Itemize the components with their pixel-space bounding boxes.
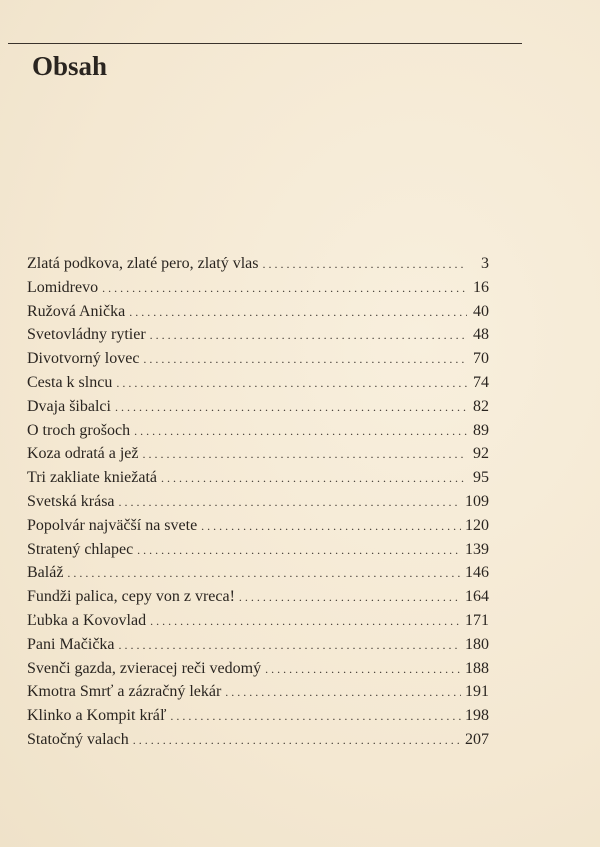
toc-entry-page: 48	[473, 326, 489, 344]
page-title: Obsah	[32, 51, 108, 81]
toc-entry-title: Koza odratá a jež	[27, 445, 139, 463]
toc-entry	[27, 371, 489, 395]
toc-leader-dots	[265, 658, 461, 682]
toc-entry-title: Svenči gazda, zvieracej reči vedomý	[27, 659, 262, 677]
toc-leader-dots	[150, 610, 461, 634]
top-rule	[8, 43, 522, 44]
toc-leader-dots	[129, 301, 467, 325]
toc-entry	[27, 657, 489, 681]
toc-leader-dots	[67, 562, 461, 586]
toc-entry-title: O troch grošoch	[27, 421, 131, 439]
toc-entry-page: 16	[473, 278, 489, 296]
toc-entry	[27, 347, 489, 371]
toc-leader-dots	[116, 372, 467, 396]
toc-leader-dots	[161, 467, 467, 491]
toc-entry-title: Ružová Anička	[27, 302, 126, 320]
toc-leader-dots	[102, 277, 467, 301]
toc-entry	[27, 538, 489, 562]
toc-entry-page: 74	[473, 373, 489, 391]
toc-entry-page: 191	[465, 683, 489, 701]
toc-entry-title: Kmotra Smrť a zázračný lekár	[27, 683, 222, 701]
toc-entry-page: 92	[473, 445, 489, 463]
toc-entry-title: Divotvorný lovec	[27, 350, 140, 368]
toc-leader-dots	[142, 443, 467, 467]
toc-leader-dots	[239, 586, 461, 610]
toc-entry-page: 207	[465, 730, 489, 748]
toc-entry	[27, 490, 489, 514]
toc-entry	[27, 252, 489, 276]
toc-entry	[27, 466, 489, 490]
toc-leader-dots	[143, 348, 467, 372]
toc-entry	[27, 514, 489, 538]
toc-entry	[27, 442, 489, 466]
toc-entry	[27, 395, 489, 419]
toc-entry-title: Lomidrevo	[27, 278, 99, 296]
toc-entry-page: 95	[473, 469, 489, 487]
toc-entry	[27, 728, 489, 752]
toc-entry-title: Statočný valach	[27, 730, 129, 748]
toc-entry-page: 70	[473, 350, 489, 368]
toc-entry-title: Tri zakliate kniežatá	[27, 469, 158, 487]
toc-entry-page: 3	[481, 255, 489, 272]
toc-entry-title: Dvaja šibalci	[27, 397, 111, 415]
toc-entry-title: Popolvár najväčší na svete	[27, 516, 198, 534]
toc-entry-title: Svetská krása	[27, 492, 115, 510]
toc-entry-title: Svetovládny rytier	[27, 326, 146, 344]
toc-entry-page: 164	[465, 588, 489, 606]
toc-entry	[27, 300, 489, 324]
toc-entry-page: 180	[465, 635, 489, 653]
toc-leader-dots	[119, 634, 461, 658]
toc-entry-page: 198	[465, 707, 489, 725]
toc-entry-page: 188	[465, 659, 489, 677]
toc-entry-page: 109	[465, 492, 489, 510]
toc-leader-dots	[262, 253, 467, 277]
toc-entry-title: Ľubka a Kovovlad	[27, 611, 147, 629]
toc-entry-title: Pani Mačička	[27, 635, 115, 653]
toc-leader-dots	[115, 396, 467, 420]
toc-entry-page: 82	[473, 397, 489, 415]
toc-entry	[27, 609, 489, 633]
toc-entry	[27, 680, 489, 704]
toc-entry	[27, 323, 489, 347]
toc-entry	[27, 276, 489, 300]
toc-leader-dots	[225, 681, 461, 705]
toc-leader-dots	[119, 491, 461, 515]
toc-leader-dots	[134, 420, 467, 444]
toc-leader-dots	[133, 729, 461, 753]
toc-leader-dots	[150, 324, 467, 348]
toc-entry	[27, 704, 489, 728]
toc-leader-dots	[201, 515, 461, 539]
toc-entry	[27, 585, 489, 609]
toc-entry-title: Cesta k slncu	[27, 373, 113, 391]
toc-leader-dots	[137, 539, 461, 563]
toc-entry-page: 146	[465, 564, 489, 582]
toc-entry	[27, 633, 489, 657]
toc-entry-page: 139	[465, 540, 489, 558]
toc-entry-page: 40	[473, 302, 489, 320]
toc-entry-title: Zlatá podkova, zlaté pero, zlatý vlas	[27, 255, 259, 272]
toc-entry-page: 120	[465, 516, 489, 534]
toc-entry-title: Fundži palica, cepy von z vreca!	[27, 588, 235, 606]
toc-entry	[27, 419, 489, 443]
toc-entry-title: Klinko a Kompit kráľ	[27, 707, 167, 725]
toc-entry-page: 89	[473, 421, 489, 439]
toc-entry-title: Stratený chlapec	[27, 540, 134, 558]
table-of-contents	[27, 252, 489, 752]
toc-entry-title: Baláž	[27, 564, 64, 582]
toc-entry-page: 171	[465, 611, 489, 629]
toc-leader-dots	[170, 705, 461, 729]
toc-entry	[27, 561, 489, 585]
